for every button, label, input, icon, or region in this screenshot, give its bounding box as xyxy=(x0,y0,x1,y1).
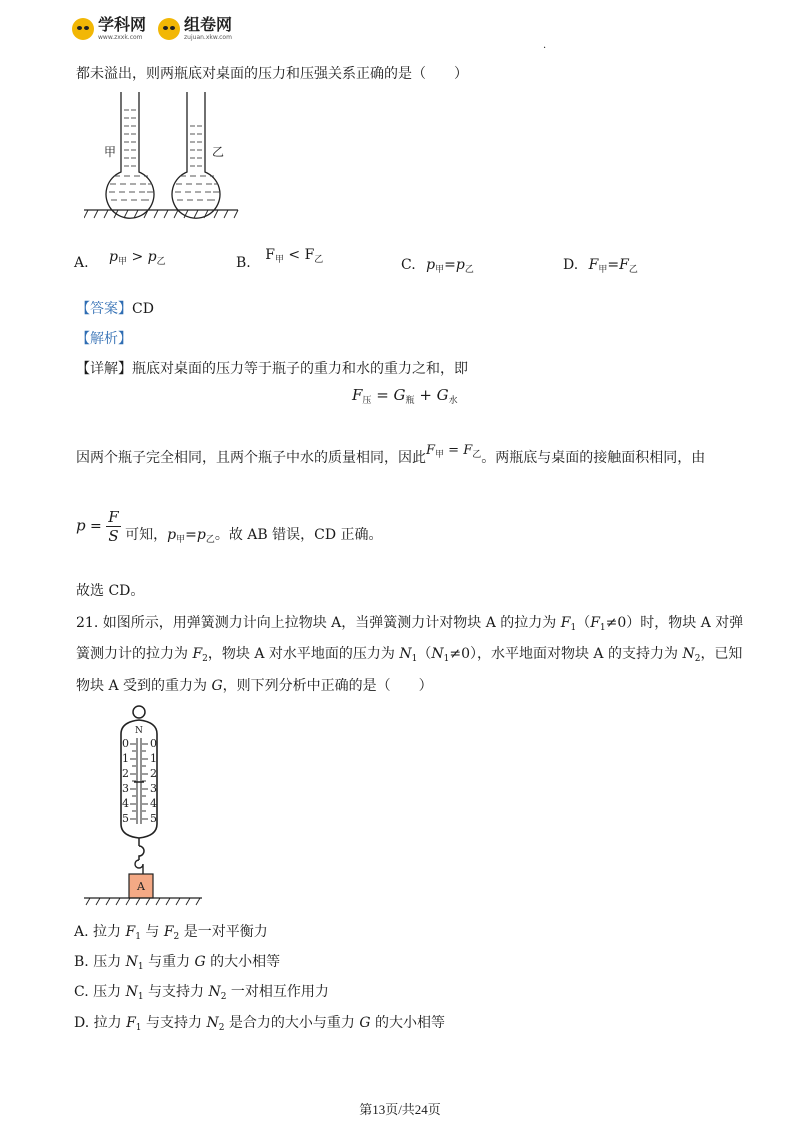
q20-option-d[interactable]: D. $F_甲=F_乙$ xyxy=(563,257,638,275)
logo-url: www.zxxk.com xyxy=(98,34,143,41)
smiley-icon xyxy=(158,18,180,40)
label-jia: 甲 xyxy=(104,145,117,159)
detail-tag: 【详解】 xyxy=(76,361,132,377)
q21-option-c[interactable]: C. 压力 $N_1$ 与支持力 $N_2$ 一对相互作用力 xyxy=(74,984,329,1002)
ground xyxy=(84,898,202,905)
hook xyxy=(139,846,144,860)
smiley-icon xyxy=(72,18,94,40)
scale-left-5: 5 xyxy=(122,812,129,825)
q21-spring-scale-figure xyxy=(84,700,208,906)
scale-left-3: 3 xyxy=(122,782,129,795)
q20-flasks-figure xyxy=(84,88,240,220)
q21-stem-line-3: 物块 A 受到的重力为 G，则下列分析中正确的是（ ） xyxy=(76,678,433,694)
block-label: A xyxy=(137,880,145,893)
scale-right-2: 2 xyxy=(150,767,157,780)
unit-label: N xyxy=(135,726,143,736)
header-dot: . xyxy=(543,40,547,51)
ground xyxy=(84,210,238,218)
logo-url: zujuan.xkw.com xyxy=(184,34,232,41)
fraction-f-over-s: $\frac{F}{S}$ xyxy=(108,508,119,545)
detail-text: 瓶底对桌面的压力等于瓶子的重力和水的重力之和，即 xyxy=(132,361,468,377)
q21-option-d[interactable]: D. 拉力 $F_1$ 与支持力 $N_2$ 是合力的大小与重力 G 的大小相等 xyxy=(74,1015,445,1033)
scale-right-0: 0 xyxy=(150,737,157,750)
answer-value: CD xyxy=(132,301,154,317)
zujuan-logo[interactable] xyxy=(158,17,232,41)
scale-left-0: 0 xyxy=(122,737,129,750)
reasoning-line-2: 因两个瓶子完全相同，且两个瓶子中水的质量相同，因此$F_甲 = F_乙$。两瓶底与桌面的接触面积相同，由 xyxy=(76,443,706,466)
analysis-tag: 【解析】 xyxy=(76,331,132,347)
logo-name: 学科网 xyxy=(98,15,147,34)
q20-option-c[interactable]: C. $p_甲=p_乙$ xyxy=(401,257,474,275)
scale-left-4: 4 xyxy=(122,797,129,810)
page-number: 第13页/共24页 xyxy=(359,1102,441,1117)
scale-right-1: 1 xyxy=(150,752,157,765)
spring-scale xyxy=(121,706,157,874)
q20-stem: 都未溢出，则两瓶底对桌面的压力和压强关系正确的是（ ） xyxy=(76,66,468,82)
q21-option-a[interactable]: A. 拉力 $F_1$ 与 $F_2$ 是一对平衡力 xyxy=(74,924,268,942)
scale-right-4: 4 xyxy=(150,797,157,810)
scale-right-3: 3 xyxy=(150,782,157,795)
answer-line xyxy=(76,298,154,318)
zxxk-logo[interactable] xyxy=(72,17,146,41)
q20-option-b[interactable]: B. $F_甲 < F_乙$ xyxy=(236,247,324,271)
reasoning-line-3: p = $\frac{F}{S}$ 可知，$p_甲=p_乙$。故 AB 错误，CD 正确。 xyxy=(76,508,383,545)
label-yi: 乙 xyxy=(212,145,225,159)
q21-option-b[interactable]: B. 压力 $N_1$ 与重力 G 的大小相等 xyxy=(74,954,281,972)
q21-stem-line-1: 21. 如图所示，用弹簧测力计向上拉物块 A，当弹簧测力计对物块 A 的拉力为 $F_1(F_1\ne 0)$时，物块 A 对弹 xyxy=(76,615,744,633)
detail-line xyxy=(76,358,468,378)
scale-right-5: 5 xyxy=(150,812,157,825)
header-logos xyxy=(72,12,244,46)
scale-left-1: 1 xyxy=(122,752,129,765)
scale-left-2: 2 xyxy=(122,767,129,780)
scale-ring xyxy=(133,706,145,718)
logo-name: 组卷网 xyxy=(184,15,233,34)
conclusion: 故选 CD。 xyxy=(76,583,145,599)
equation-pressure-force: $F_压 = G_瓶 + G_水$ xyxy=(352,386,458,406)
answer-tag: 【答案】 xyxy=(76,301,132,317)
q21-stem-line-2: 簧测力计的拉力为 $F_2$，物块 A 对水平地面的压力为 $N_1(N_1\ne 0)$，水平地面对物块 A 的支持力为 $N_2$，已知 xyxy=(76,646,743,664)
q20-option-a[interactable]: A. $p_甲 > p_乙$ xyxy=(74,249,166,271)
